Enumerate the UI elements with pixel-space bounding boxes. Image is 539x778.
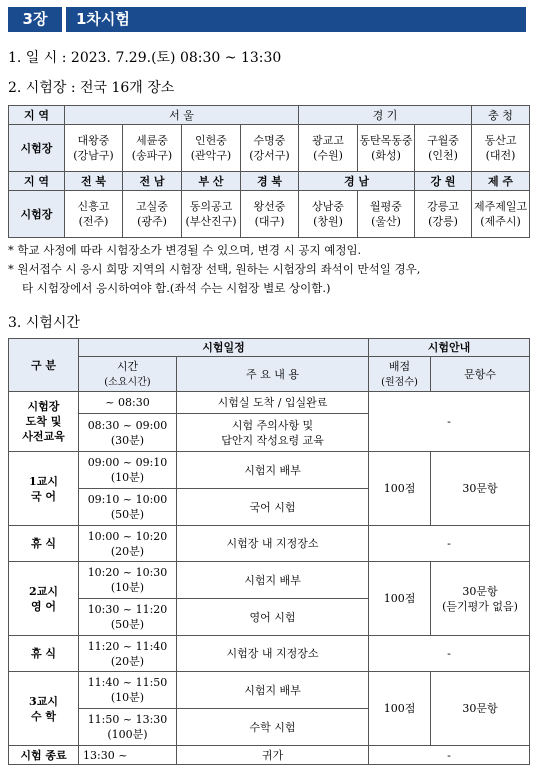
chapter-title: 1차시험 (66, 7, 526, 32)
venue-header: 시험장 (9, 191, 65, 238)
content-cell: 시험장 내 지정장소 (177, 526, 369, 562)
note-line: * 학교 사정에 따라 시험장소가 변경될 수 있으며, 변경 시 공지 예정임. (8, 243, 362, 257)
venue-cell: 동탄목동중 (화성) (358, 125, 415, 172)
region-jeonnam: 전 남 (123, 172, 182, 191)
venue-cell: 수명중 (강서구) (241, 125, 299, 172)
time-cell: 11:50 ~ 13:30 (100분) (79, 709, 177, 746)
venue-cell: 상남중 (창원) (299, 191, 358, 238)
time-cell: 08:30 ~ 09:00 (30분) (79, 414, 177, 452)
venue-cell: 대왕중 (강남구) (65, 125, 123, 172)
guide-cell: - (369, 392, 530, 452)
region-seoul: 서 울 (65, 106, 299, 125)
content-cell: 시험실 도착 / 입실완료 (177, 392, 369, 414)
content-cell: 시험장 내 지정장소 (177, 636, 369, 672)
questions-cell: 30문항 (431, 452, 530, 526)
venue-cell: 신흥고 (전주) (65, 191, 123, 238)
venue-cell: 왕선중 (대구) (241, 191, 299, 238)
category-period1: 1교시 국 어 (9, 452, 79, 526)
category-break: 휴 식 (9, 526, 79, 562)
venue-cell: 구월중 (인천) (415, 125, 472, 172)
header-schedule: 시험일정 (79, 339, 369, 357)
time-cell: ~ 08:30 (79, 392, 177, 414)
time-cell: 11:40 ~ 11:50 (10분) (79, 672, 177, 709)
content-cell: 국어 시험 (177, 489, 369, 526)
content-cell: 시험지 배부 (177, 452, 369, 489)
questions-cell: 30문항 (듣기평가 없음) (431, 562, 530, 636)
category-period2: 2교시 영 어 (9, 562, 79, 636)
content-cell: 시험 주의사항 및 답안지 작성요령 교육 (177, 414, 369, 452)
guide-cell: - (369, 636, 530, 672)
venue-cell: 세륜중 (송파구) (123, 125, 182, 172)
venue-notes (8, 241, 533, 298)
region-gangwon: 강 원 (415, 172, 472, 191)
region-gyeonggi: 경 기 (299, 106, 472, 125)
content-cell: 시험지 배부 (177, 562, 369, 599)
venue-cell: 동의공고 (부산진구) (182, 191, 241, 238)
venue-cell: 월평중 (울산) (358, 191, 415, 238)
guide-cell: - (369, 526, 530, 562)
content-cell: 영어 시험 (177, 599, 369, 636)
region-jeonbuk: 전 북 (65, 172, 123, 191)
venue-table (8, 105, 530, 238)
region-busan: 부 산 (182, 172, 241, 191)
venue-header: 시험장 (9, 125, 65, 172)
chapter-header (8, 7, 526, 32)
region-gyeongbuk: 경 북 (241, 172, 299, 191)
points-cell: 100점 (369, 672, 431, 746)
region-gyeongnam: 경 남 (299, 172, 415, 191)
points-cell: 100점 (369, 562, 431, 636)
category-break: 휴 식 (9, 636, 79, 672)
time-cell: 10:20 ~ 10:30 (10분) (79, 562, 177, 599)
category-period3: 3교시 수 학 (9, 672, 79, 746)
section-schedule: 3. 시험시간 (8, 315, 80, 331)
venue-cell: 광교고 (수원) (299, 125, 358, 172)
region-header: 지 역 (9, 106, 65, 125)
section-date: 1. 일 시 : 2023. 7.29.(토) 08:30 ~ 13:30 (8, 50, 282, 66)
header-time: 시간 (소요시간) (79, 357, 177, 392)
category-end: 시험 종료 (9, 746, 79, 765)
guide-cell: - (369, 746, 530, 765)
questions-cell: 30문항 (431, 672, 530, 746)
content-cell: 수학 시험 (177, 709, 369, 746)
category-arrival: 시험장 도착 및 사전교육 (9, 392, 79, 452)
venue-cell: 고실중 (광주) (123, 191, 182, 238)
points-cell: 100점 (369, 452, 431, 526)
region-header: 지 역 (9, 172, 65, 191)
header-questions: 문항수 (431, 357, 530, 392)
chapter-number: 3장 (8, 7, 62, 32)
section-venues: 2. 시험장 : 전국 16개 장소 (8, 80, 175, 96)
venue-cell: 동산고 (대전) (472, 125, 530, 172)
time-cell: 09:00 ~ 09:10 (10분) (79, 452, 177, 489)
content-cell: 시험지 배부 (177, 672, 369, 709)
venue-cell: 제주제일고 (제주시) (472, 191, 530, 238)
content-cell: 귀가 (177, 746, 369, 765)
venue-cell: 인헌중 (관악구) (182, 125, 241, 172)
note-line: 타 시험장에서 응시하여야 함.(좌석 수는 시험장 별로 상이함.) (22, 281, 331, 295)
header-content: 주 요 내 용 (177, 357, 369, 392)
region-chungcheong: 충 청 (472, 106, 530, 125)
time-cell: 09:10 ~ 10:00 (50분) (79, 489, 177, 526)
time-cell: 11:20 ~ 11:40 (20분) (79, 636, 177, 672)
schedule-table (8, 338, 530, 765)
region-jeju: 제 주 (472, 172, 530, 191)
time-cell: 13:30 ~ (79, 746, 177, 765)
venue-cell: 강릉고 (강릉) (415, 191, 472, 238)
time-cell: 10:00 ~ 10:20 (20분) (79, 526, 177, 562)
time-cell: 10:30 ~ 11:20 (50분) (79, 599, 177, 636)
header-guide: 시험안내 (369, 339, 530, 357)
header-category: 구 분 (9, 339, 79, 392)
note-line: * 원서접수 시 응시 희망 지역의 시험장 선택, 원하는 시험장의 좌석이 만석일 경우, (8, 262, 421, 276)
header-points: 배점 (원점수) (369, 357, 431, 392)
